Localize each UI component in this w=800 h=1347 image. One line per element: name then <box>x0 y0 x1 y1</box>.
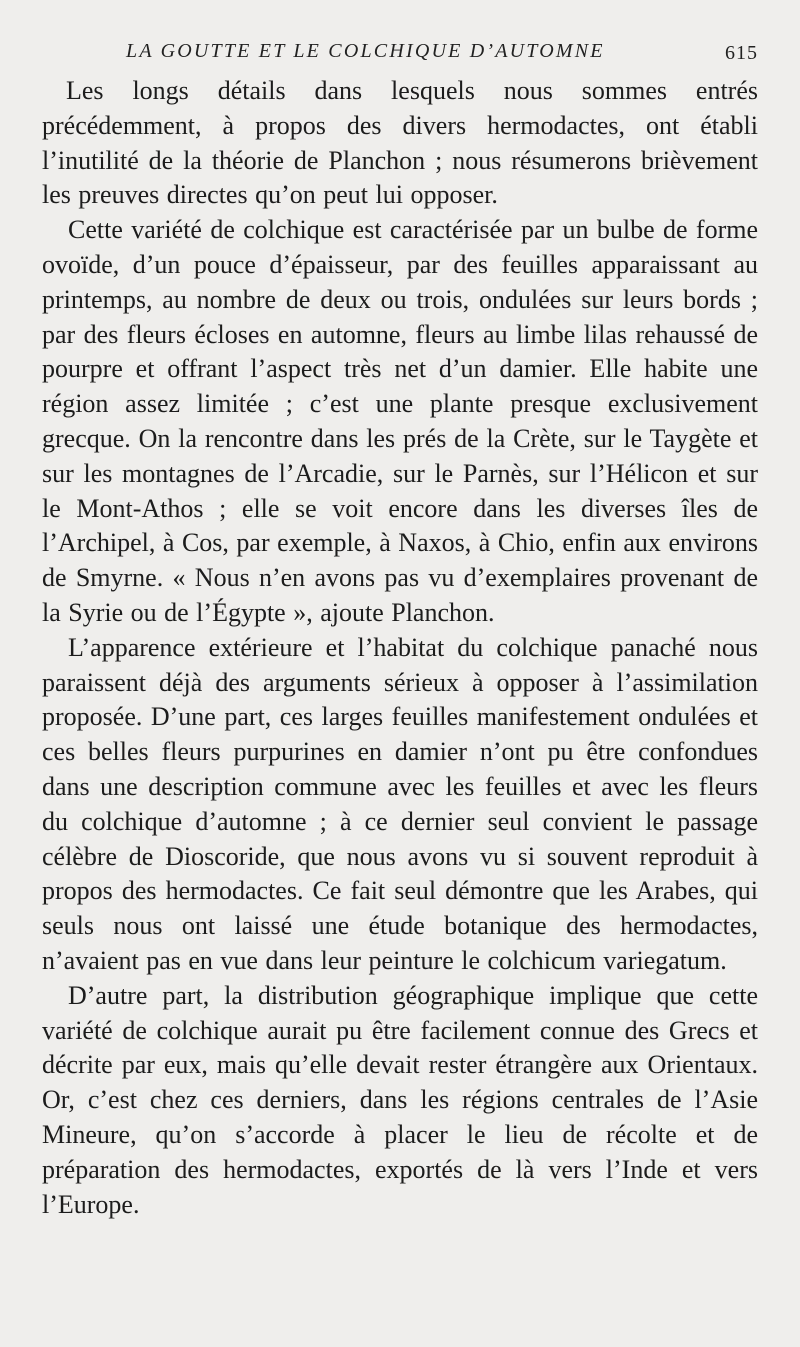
paragraph-1: Les longs détails dans lesquels nous sommes entrés précédemment, à propos des divers hermodactes, ont établi l’inutilité de la théorie de Planchon ; nous résumerons brièvement les preuves directes qu’on peut lui opposer. <box>42 76 758 210</box>
running-header <box>42 34 758 74</box>
paragraph-4: D’autre part, la distribution géographique implique que cette variété de colchique aurait pu être facilement connue des Grecs et décrite par eux, mais qu’elle devait rester étrangère aux Orientaux. Or, c’est chez ces derniers, dans les régions centrales de l’Asie Mineure, qu’on s’accorde à placer le lieu de récolte et de préparation des hermodactes, exportés de là vers l’Inde et vers l’Europe. <box>42 980 758 1219</box>
paragraph-3: L’apparence extérieure et l’habitat du colchique panaché nous paraissent déjà des arguments sérieux à opposer à l’assimilation proposée. D’une part, ces larges feuilles manifestement ondulées et ces belles fleurs purpurines en damier n’ont pu être confondues dans une description commune avec les feuilles et avec les fleurs du colchique d’automne ; à ce dernier seul convient le passage célèbre de Dioscoride, que nous avons vu si souvent reproduit à propos des hermodactes. Ce fait seul démontre que les Arabes, qui seuls nous ont laissé une étude botanique des hermodactes, n’avaient pas en vue dans leur peinture le colchicum variegatum. <box>42 632 758 975</box>
page-number: 615 <box>725 42 758 64</box>
running-title: LA GOUTTE ET LE COLCHIQUE D’AUTOMNE <box>126 40 605 62</box>
body-text <box>42 74 758 1222</box>
paragraph-2: Cette variété de colchique est caractérisée par un bulbe de forme ovoïde, d’un pouce d’épaisseur, par des feuilles apparaissant au printemps, au nombre de deux ou trois, ondulées sur leurs bords ; par des fleurs écloses en automne, fleurs au limbe lilas rehaussé de pourpre et offrant l’aspect très net d’un damier. Elle habite une région assez limitée ; c’est une plante presque exclusivement grecque. On la rencontre dans les prés de la Crète, sur le Taygète et sur les montagnes de l’Arcadie, sur le Parnès, sur l’Hélicon et sur le Mont-Athos ; elle se voit encore dans les diverses îles de l’Archipel, à Cos, par exemple, à Naxos, à Chio, enfin aux environs de Smyrne. « Nous n’en avons pas vu d’exemplaires provenant de la Syrie ou de l’Égypte », ajoute Planchon. <box>42 215 758 627</box>
